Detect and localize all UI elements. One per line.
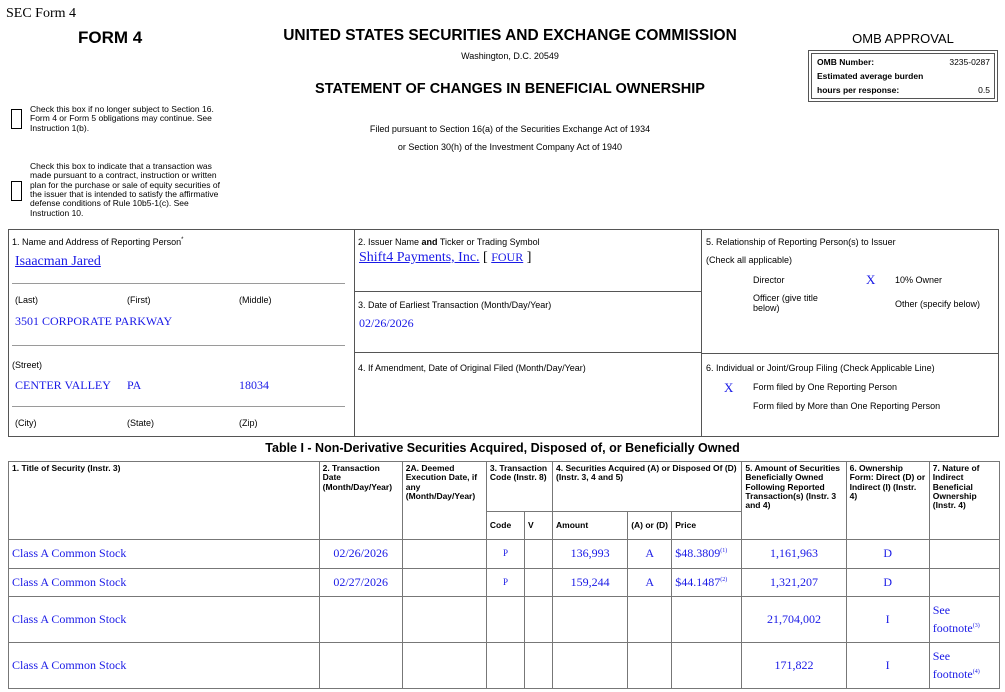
rule10b5-checkbox[interactable] (11, 181, 22, 201)
header-securities-acquired: 4. Securities Acquired (A) or Disposed Of (D) (Instr. 3, 4 and 5) (553, 462, 742, 512)
box2-label: 2. Issuer Name and Ticker or Trading Symbol (358, 237, 540, 247)
box4-label: 4. If Amendment, Date of Original Filed (Month/Day/Year) (358, 363, 586, 373)
amount-owned: 1,161,963 (742, 540, 846, 569)
nature-footnote[interactable]: (3) (972, 622, 980, 629)
agency-city: Washington, D.C. 20549 (461, 51, 559, 61)
table-row (9, 643, 1000, 689)
ticker-link[interactable]: FOUR (491, 250, 524, 264)
issuer-name-link[interactable]: Shift4 Payments, Inc. (359, 250, 480, 265)
deemed-date (402, 643, 486, 689)
ten-pct-owner-label: 10% Owner (895, 275, 943, 285)
header-deemed-execution-date: 2A. Deemed Execution Date, if any (Month/Day/Year) (402, 462, 486, 540)
issuer-line: Shift4 Payments, Inc. [ FOUR ] (359, 250, 532, 265)
box1-name-rule (12, 283, 345, 284)
transaction-date (319, 643, 402, 689)
header-code: Code (486, 512, 524, 540)
omb-number-label: OMB Number: (817, 57, 875, 67)
ownership-form: D (846, 569, 929, 597)
amount-owned: 1,321,207 (742, 569, 846, 597)
amount: 159,244 (553, 569, 628, 597)
price: $48.3809$^{(1)}$ (672, 540, 742, 569)
zip-value: 18034 (239, 378, 269, 392)
deemed-date (402, 597, 486, 643)
amount-owned: 21,704,002 (742, 597, 846, 643)
ownership-form: I (846, 643, 929, 689)
director-label: Director (753, 275, 785, 285)
nature-footnote[interactable]: (4) (972, 668, 980, 675)
transaction-date: 02/27/2026 (319, 569, 402, 597)
sec-form-label: SEC Form 4 (6, 6, 77, 21)
rule10b5-label: Check this box to indicate that a transaction was made pursuant to a contract, instruction or written plan for the purchase or sale of equity securities of the issuer that is intended to satisfy the affirmative defense conditions of Rule 10b5-1(c). See Instruction 10. (30, 161, 220, 218)
form-title: FORM 4 (78, 28, 143, 47)
city-value: CENTER VALLEY (15, 378, 111, 392)
city-label: (City) (15, 418, 37, 428)
ownership-form: D (846, 540, 929, 569)
security-title: Class A Common Stock (9, 540, 320, 569)
box3-label: 3. Date of Earliest Transaction (Month/Day/Year) (358, 300, 552, 310)
filed-pursuant-2: or Section 30(h) of the Investment Company Act of 1940 (397, 142, 623, 152)
deemed-date (402, 540, 486, 569)
box5-label: 5. Relationship of Reporting Person(s) to Issuer (706, 237, 896, 247)
header-transaction-date: 2. Transaction Date (Month/Day/Year) (319, 462, 402, 540)
amount-owned: 171,822 (742, 643, 846, 689)
box1-street-rule (12, 345, 345, 346)
box6-label: 6. Individual or Joint/Group Filing (Check Applicable Line) (706, 363, 935, 373)
one-person-mark: X (724, 380, 734, 395)
header-a-or-d: (A) or (D) (628, 512, 672, 540)
more-person-label: Form filed by More than One Reporting Person (753, 401, 941, 411)
table-row (9, 569, 1000, 597)
security-title: Class A Common Stock (9, 643, 320, 689)
v-cell (524, 597, 552, 643)
price: $44.1487$^{(2)}$ (672, 569, 742, 597)
a-or-d (628, 643, 672, 689)
section16-checkbox[interactable] (11, 109, 22, 129)
v-cell (524, 540, 552, 569)
omb-burden-value: 0.5 (978, 85, 990, 95)
price (672, 597, 742, 643)
transaction-date: 02/26/2026 (319, 540, 402, 569)
nature-of-ownership (929, 540, 999, 569)
header-amount: Amount (553, 512, 628, 540)
a-or-d (628, 597, 672, 643)
amount: 136,993 (553, 540, 628, 569)
agency-title: UNITED STATES SECURITIES AND EXCHANGE COMMISSION (283, 27, 737, 44)
security-title: Class A Common Stock (9, 597, 320, 643)
header-nature-of-ownership: 7. Nature of Indirect Beneficial Ownership (Instr. 4) (929, 462, 999, 540)
omb-heading: OMB APPROVAL (852, 31, 954, 46)
earliest-transaction-date: 02/26/2026 (359, 316, 414, 330)
transaction-code (486, 643, 524, 689)
transaction-code (486, 597, 524, 643)
omb-number-value: 3235-0287 (949, 57, 990, 67)
header-transaction-code: 3. Transaction Code (Instr. 8) (486, 462, 552, 512)
box5-sublabel: (Check all applicable) (706, 255, 793, 265)
table-row (9, 540, 1000, 569)
price (672, 643, 742, 689)
other-label: Other (specify below) (895, 299, 981, 309)
table1 (8, 461, 1000, 689)
filed-pursuant-1: Filed pursuant to Section 16(a) of the Securities Exchange Act of 1934 (369, 124, 651, 134)
statement-title: STATEMENT OF CHANGES IN BENEFICIAL OWNERSHIP (315, 81, 705, 97)
omb-box (808, 50, 998, 102)
amount (553, 643, 628, 689)
header-title-of-security: 1. Title of Security (Instr. 3) (9, 462, 320, 540)
v-cell (524, 643, 552, 689)
box1-label: 1. Name and Address of Reporting Person* (12, 237, 184, 247)
nature-of-ownership (929, 569, 999, 597)
omb-burden-label-2: hours per response: (817, 85, 900, 95)
zip-label: (Zip) (239, 418, 258, 428)
a-or-d: A (628, 540, 672, 569)
header-price: Price (672, 512, 742, 540)
table1-title: Table I - Non-Derivative Securities Acquired, Disposed of, or Beneficially Owned (265, 441, 740, 455)
price-footnote[interactable]: (1) (720, 548, 728, 555)
header-v: V (524, 512, 552, 540)
state-value: PA (127, 378, 142, 392)
price-footnote[interactable]: (2) (720, 576, 728, 583)
table-row (9, 597, 1000, 643)
header-amount-owned: 5. Amount of Securities Beneficially Owned Following Reported Transaction(s) (Instr. 3 and 4) (742, 462, 846, 540)
security-title: Class A Common Stock (9, 569, 320, 597)
nature-of-ownership: See footnote$^{(4)}$ (929, 643, 999, 689)
amount (553, 597, 628, 643)
deemed-date (402, 569, 486, 597)
transaction-code: P (486, 540, 524, 569)
officer-label: Officer (give title below) (753, 293, 818, 313)
street-label: (Street) (12, 360, 43, 370)
a-or-d: A (628, 569, 672, 597)
middle-label: (Middle) (239, 295, 272, 305)
header-ownership-form: 6. Ownership Form: Direct (D) or Indirect (I) (Instr. 4) (846, 462, 929, 540)
ownership-form: I (846, 597, 929, 643)
nature-of-ownership: See footnote$^{(3)}$ (929, 597, 999, 643)
state-label: (State) (127, 418, 155, 428)
transaction-date (319, 597, 402, 643)
one-person-label: Form filed by One Reporting Person (753, 382, 898, 392)
v-cell (524, 569, 552, 597)
omb-burden-label-1: Estimated average burden (817, 71, 924, 81)
ten-pct-owner-mark: X (866, 272, 876, 287)
last-label: (Last) (15, 295, 39, 305)
box1-city-rule (12, 406, 345, 407)
street-value: 3501 CORPORATE PARKWAY (15, 314, 173, 328)
section16-label: Check this box if no longer subject to Section 16. Form 4 or Form 5 obligations may continue. See Instruction 1(b). (30, 104, 214, 133)
reporting-person-name-link[interactable]: Isaacman Jared (15, 254, 101, 269)
transaction-code: P (486, 569, 524, 597)
first-label: (First) (127, 295, 151, 305)
